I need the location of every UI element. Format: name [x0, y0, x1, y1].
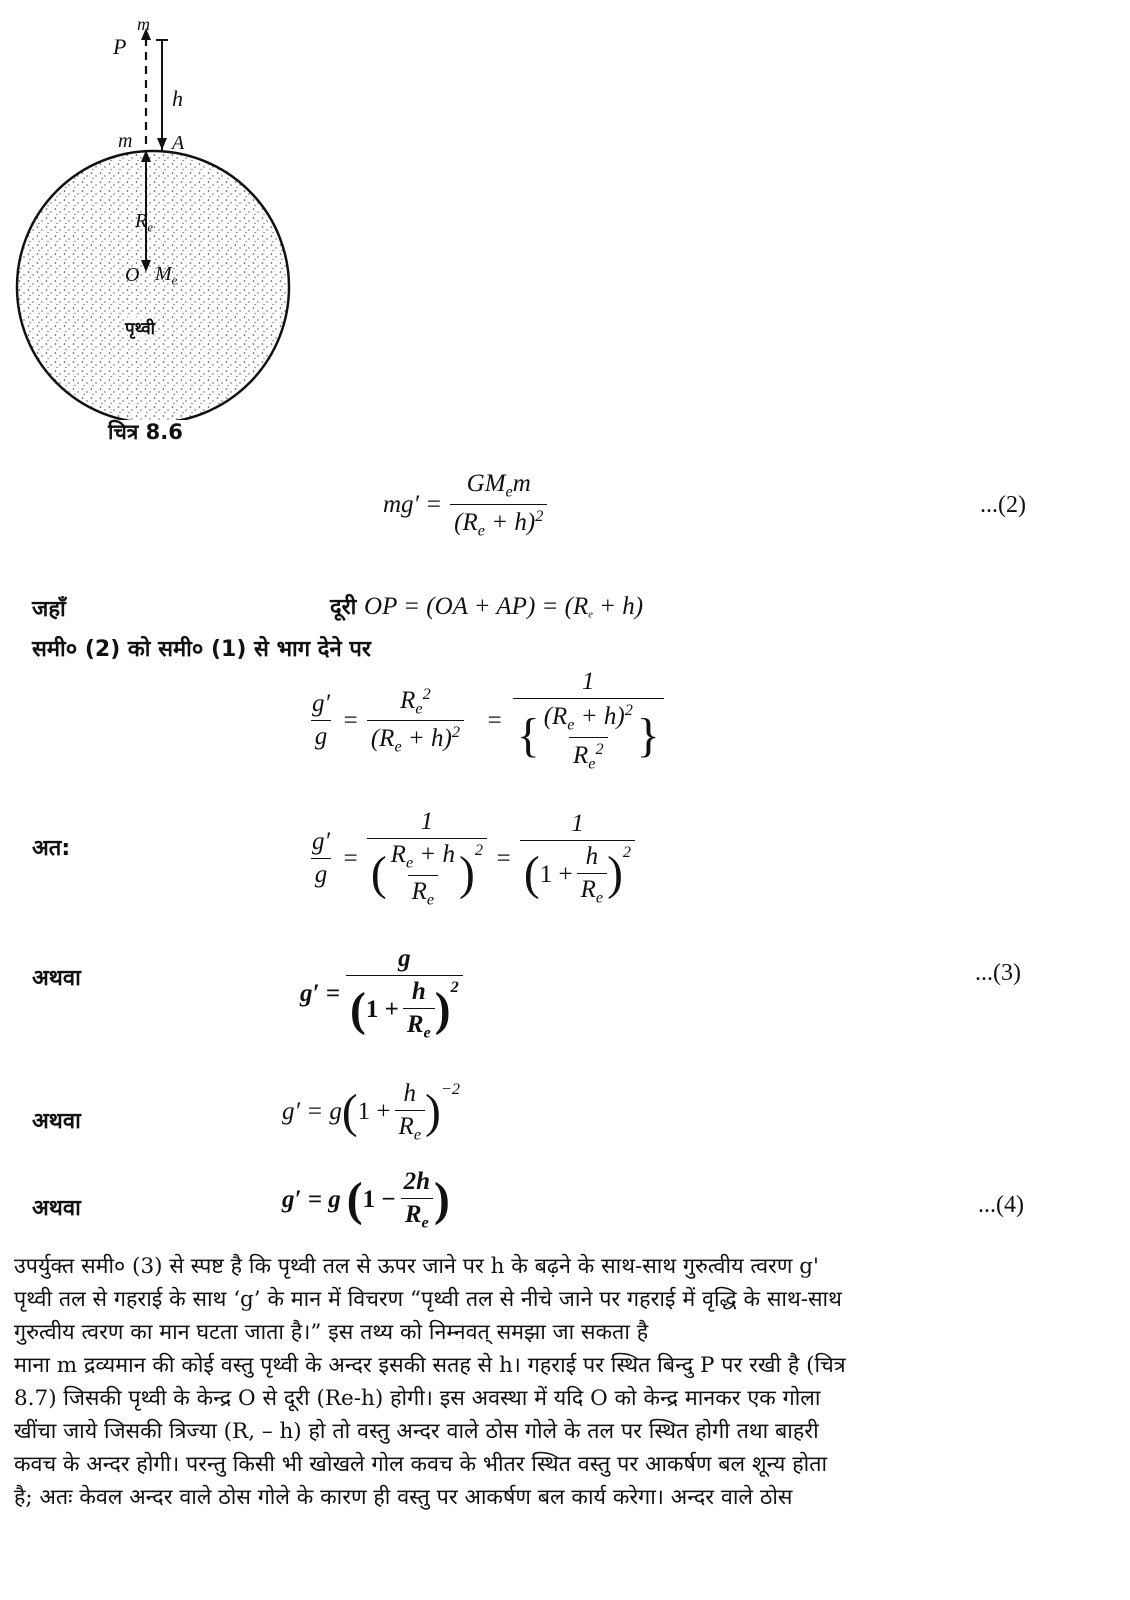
equation-negative-power: g′ = g ( 1 + $\frac{h}{R_e}$ ) −2	[282, 1080, 460, 1144]
paragraph-line: उपर्युक्त समी० (3) से स्पष्ट है कि पृथ्वी तल से ऊपर जाने पर h के बढ़ने के साथ-साथ गुरुत्वीय त्वरण g'	[14, 1254, 819, 1279]
equation-4-number: ...(4)	[978, 1192, 1024, 1218]
equation-4: g′ = g ( 1 − $\frac{2h}{R_e}$ )	[282, 1168, 450, 1232]
earth-circle	[17, 151, 289, 420]
label-m-top: m	[137, 14, 150, 34]
eq-neg2-label: अथवा	[32, 1109, 81, 1134]
body-paragraph	[14, 1250, 1124, 1514]
hence-label: अत:	[32, 836, 71, 861]
figure-caption: चित्र 8.6	[108, 420, 183, 444]
earth-diagram	[0, 0, 330, 420]
divide-instruction: समी० (2) को समी० (1) से भाग देने पर	[32, 637, 371, 662]
label-Me: $M_e$	[155, 263, 178, 288]
paragraph-line: कवच के अन्दर होगी। परन्तु किसी भी खोखले गोल कवच के भीतर स्थित वस्तु पर आकर्षण बल शून्य होता	[14, 1452, 828, 1477]
paragraph-line: गुरुत्वीय त्वरण का मान घटता जाता है।” इस तथ्य को निम्नवत् समझा जा सकता है	[14, 1320, 649, 1345]
paragraph-line: है; अतः केवल अन्दर वाले ठोस गोले के कारण ही वस्तु पर आकर्षण बल कार्य करेगा। अन्दर वाले ठोस	[14, 1485, 793, 1510]
paragraph-line: खींचा जाये जिसकी त्रिज्या (R, – h) हो तो वस्तु अन्दर वाले ठोस गोले के तल पर स्थित होगी तथा बाहरी	[14, 1419, 819, 1444]
where-label: जहाँ	[32, 597, 66, 622]
label-earth: पृथ्वी	[125, 316, 155, 339]
equation-3-number: ...(3)	[975, 960, 1021, 986]
figure-8-6	[0, 0, 330, 460]
label-Re: $R_e$	[135, 210, 153, 235]
where-expression: दूरी OP = $(OA + AP) = (R_e + h)$	[330, 593, 644, 621]
equation-3: g′ = g ( 1 + $\frac{h}{R_e}$ ) 2	[300, 945, 463, 1043]
label-m-surface: m	[118, 130, 133, 152]
eq4-label: अथवा	[32, 1196, 81, 1221]
ratio-equation-1: $\frac{g'}{g}$ = $\frac{R_e^2}{(R_e + h)^2}$ = 1 { $\frac{(R_e + h)^2}{R_e^2}$ }	[308, 668, 664, 773]
label-O: O	[125, 264, 140, 286]
paragraph-line: पृथ्वी तल से गहराई के साथ ‘g’ के मान में विचरण “पृथ्वी तल से नीचे जाने पर गहराई में वृद्धि के साथ-साथ	[14, 1287, 842, 1312]
label-A: A	[172, 132, 185, 154]
label-P: P	[113, 34, 127, 59]
paragraph-line: 8.7) जिसकी पृथ्वी के केन्द्र O से दूरी (Re-h) होगी। इस अवस्था में यदि O को केन्द्र मानकर एक गोला	[14, 1386, 821, 1411]
equation-2-number: ...(2)	[980, 492, 1026, 518]
label-h: h	[172, 86, 183, 111]
hence-equation: $\frac{g'}{g}$ = 1 ( $\frac{R_e + h}{R_e}$ ) 2 = 1 ( 1 + $\frac{h}{R_e}$ ) 2	[308, 808, 635, 909]
eq3-label: अथवा	[32, 966, 81, 991]
paragraph-line: माना m द्रव्यमान की कोई वस्तु पृथ्वी के अन्दर इसकी सतह से h। गहराई पर स्थित बिन्दु P पर रखी है (चित्र	[14, 1353, 846, 1378]
equation-2: mg′ = $\frac{GM_em}{(R_e + h)^2}$	[383, 470, 547, 540]
